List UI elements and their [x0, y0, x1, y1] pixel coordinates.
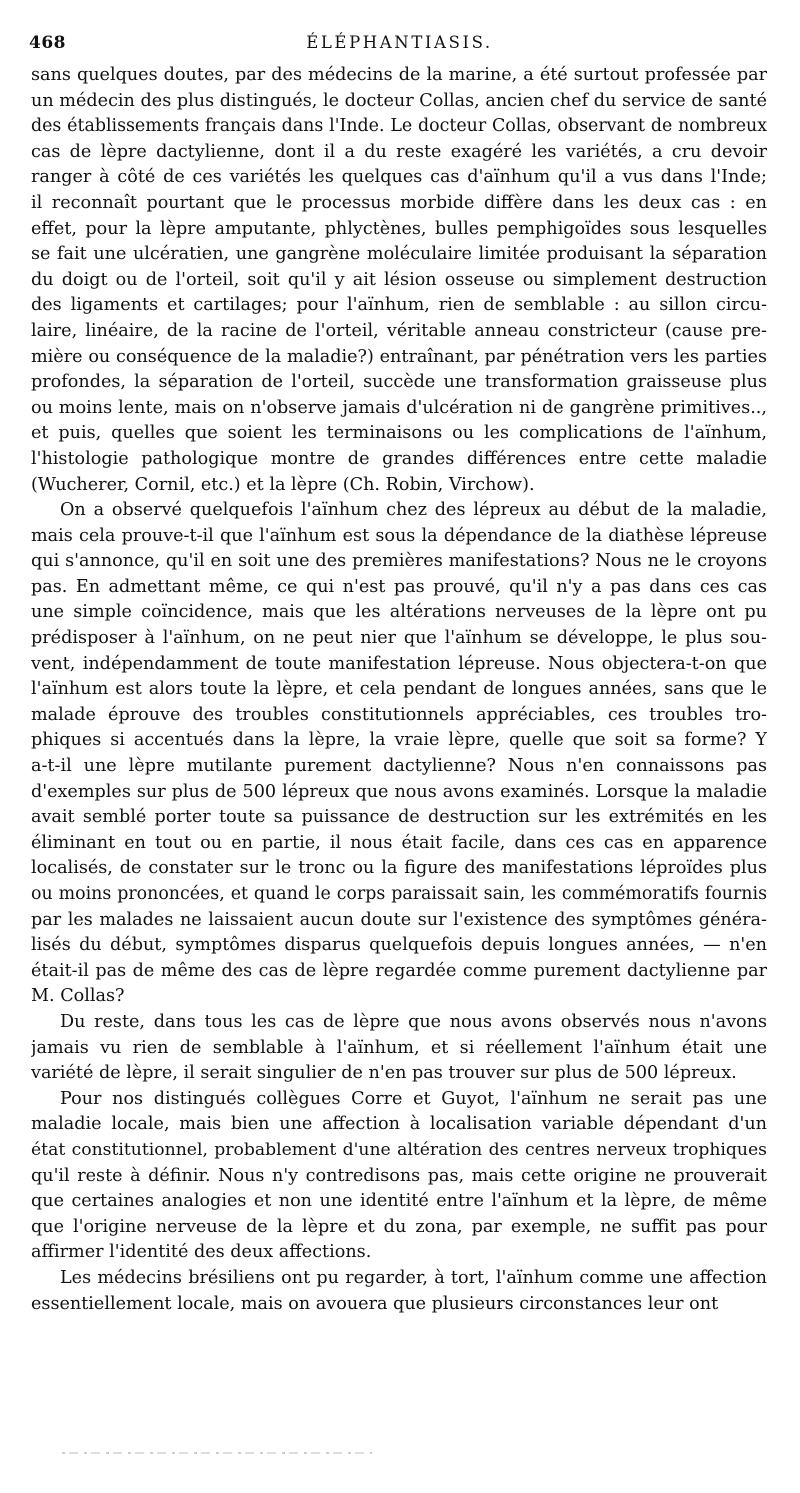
text-line: et puis, quelles que soient les terminaisons ou les complications de l'aïnhum, — [31, 423, 767, 444]
text-line: sans quelques doutes, par des médecins de la marine, a été surtout professée par — [31, 65, 767, 85]
text-line: malade éprouve des troubles constitutionnels appréciables, ces troubles tro- — [31, 704, 767, 725]
text-line: que certaines analogies et non une identité entre l'aïnhum et la lèpre, de même — [31, 1191, 767, 1212]
text-line: état constitutionnel, probablement d'une altération des centres nerveux trophiques — [31, 1139, 767, 1160]
text-line: Les médecins brésiliens ont pu regarder, à tort, l'aïnhum comme une affection — [60, 1267, 767, 1288]
text-line: Du reste, dans tous les cas de lèpre que nous avons observés nous n'avons — [60, 1011, 767, 1032]
text-line: vent, indépendamment de toute manifestation lépreuse. Nous objectera-t-on que — [31, 653, 767, 674]
paragraph — [31, 63, 767, 498]
text-line: On a observé quelquefois l'aïnhum chez des lépreux au début de la maladie, — [60, 500, 767, 521]
text-line: par les malades ne laissaient aucun doute sur l'existence des symptômes généra- — [31, 909, 767, 930]
text-line: affirmer l'identité des deux affections. — [31, 1242, 372, 1263]
text-line: maladie locale, mais bien une affection à localisation variable dépendant d'un — [31, 1114, 767, 1135]
text-line: était-il pas de même des cas de lèpre regardée comme purement dactylienne par — [31, 960, 767, 981]
text-line: jamais vu rien de semblable à l'aïnhum, et si réellement l'aïnhum était une — [31, 1037, 767, 1058]
running-title: ÉLÉPHANTIASIS. — [306, 33, 493, 52]
paragraph — [31, 1087, 767, 1266]
text-line: se fait une ulcératien, une gangrène moléculaire limitée produisant la séparation — [31, 244, 767, 265]
text-line: mais cela prouve-t-il que l'aïnhum est sous la dépendance de la diathèse lépreuse — [31, 525, 767, 546]
text-line: Pour nos distingués collègues Corre et Guyot, l'aïnhum ne serait pas une — [60, 1088, 767, 1109]
text-line: que l'origine nerveuse de la lèpre et du zona, par exemple, ne suffit pas pour — [31, 1216, 767, 1237]
text-line: cas de lèpre dactylienne, dont il a du reste exagéré les variétés, a cru devoir — [31, 141, 767, 162]
text-line: lisés du début, symptômes disparus quelquefois depuis longues années, — n'en — [31, 935, 767, 956]
paragraph — [31, 498, 767, 1010]
text-line: qui s'annonce, qu'il en soit une des premières manifestations? Nous ne le croyons — [31, 551, 767, 572]
text-line: localisés, de constater sur le tronc ou la figure des manifestations léproïdes plus — [31, 858, 767, 879]
text-line: avait semblé porter toute sa puissance de destruction sur les extrémités en les — [31, 807, 767, 828]
text-line: essentiellement locale, mais on avouera que plusieurs circonstances leur ont — [31, 1293, 719, 1314]
page-number: 468 — [29, 33, 66, 53]
body-text — [31, 63, 767, 1317]
text-line: ou moins prononcées, et quand le corps paraissait sain, les commémoratifs fournis — [31, 884, 767, 904]
text-line: l'histologie pathologique montre de grandes différences entre cette maladie — [31, 448, 767, 469]
text-line: mière ou conséquence de la maladie?) entraînant, par pénétration vers les parties — [31, 346, 767, 367]
text-line: laire, linéaire, de la racine de l'orteil, véritable anneau constricteur (cause pre- — [31, 320, 767, 341]
text-line: M. Collas? — [31, 986, 125, 1007]
text-line: ranger à côté de ces variétés les quelques cas d'aïnhum qu'il a vus dans l'Inde; — [31, 167, 767, 188]
text-line: pas. En admettant même, ce qui n'est pas prouvé, qu'il n'y a pas dans ces cas — [31, 576, 767, 597]
running-head — [29, 33, 770, 59]
text-line: effet, pour la lèpre amputante, phlyctènes, bulles pemphigoïdes sous lesquelles — [31, 218, 767, 239]
text-line: (Wucherer, Cornil, etc.) et la lèpre (Ch. Robin, Virchow). — [31, 474, 535, 495]
print-smudge — [62, 1452, 372, 1454]
text-line: phiques si accentués dans la lèpre, la vraie lèpre, quelle que soit sa forme? Y — [31, 730, 767, 751]
text-line: une simple coïncidence, mais que les altérations nerveuses de la lèpre ont pu — [31, 602, 767, 623]
text-line: a-t-il une lèpre mutilante purement dactylienne? Nous n'en connaissons pas — [31, 756, 767, 777]
text-line: l'aïnhum est alors toute la lèpre, et cela pendant de longues années, sans que le — [31, 679, 767, 700]
text-line: des établissements français dans l'Inde. Le docteur Collas, observant de nombreux — [31, 116, 767, 137]
text-line: ou moins lente, mais on n'observe jamais d'ulcération ni de gangrène primitives.., — [31, 397, 767, 418]
text-line: variété de lèpre, il serait singulier de n'en pas trouver sur plus de 500 lépreux. — [31, 1063, 737, 1084]
text-line: profondes, la séparation de l'orteil, succède une transformation graisseuse plus — [31, 372, 767, 393]
paragraph — [31, 1266, 767, 1317]
text-line: des ligaments et cartilages; pour l'aïnhum, rien de semblable : au sillon circu- — [31, 295, 767, 316]
text-line: il reconnaît pourtant que le processus morbide diffère dans les deux cas : en — [31, 192, 767, 213]
text-line: un médecin des plus distingués, le docteur Collas, ancien chef du service de santé — [31, 90, 767, 111]
paragraph — [31, 1010, 767, 1087]
text-line: éliminant en tout ou en partie, il nous était facile, dans ces cas en apparence — [31, 832, 767, 853]
text-line: qu'il reste à définir. Nous n'y contredisons pas, mais cette origine ne prouverait — [31, 1165, 767, 1186]
text-line: du doigt ou de l'orteil, soit qu'il y ait lésion osseuse ou simplement destruction — [31, 269, 767, 290]
text-line: d'exemples sur plus de 500 lépreux que nous avons examinés. Lorsque la maladie — [31, 781, 767, 802]
text-line: prédisposer à l'aïnhum, on ne peut nier que l'aïnhum se développe, le plus sou- — [31, 628, 767, 649]
